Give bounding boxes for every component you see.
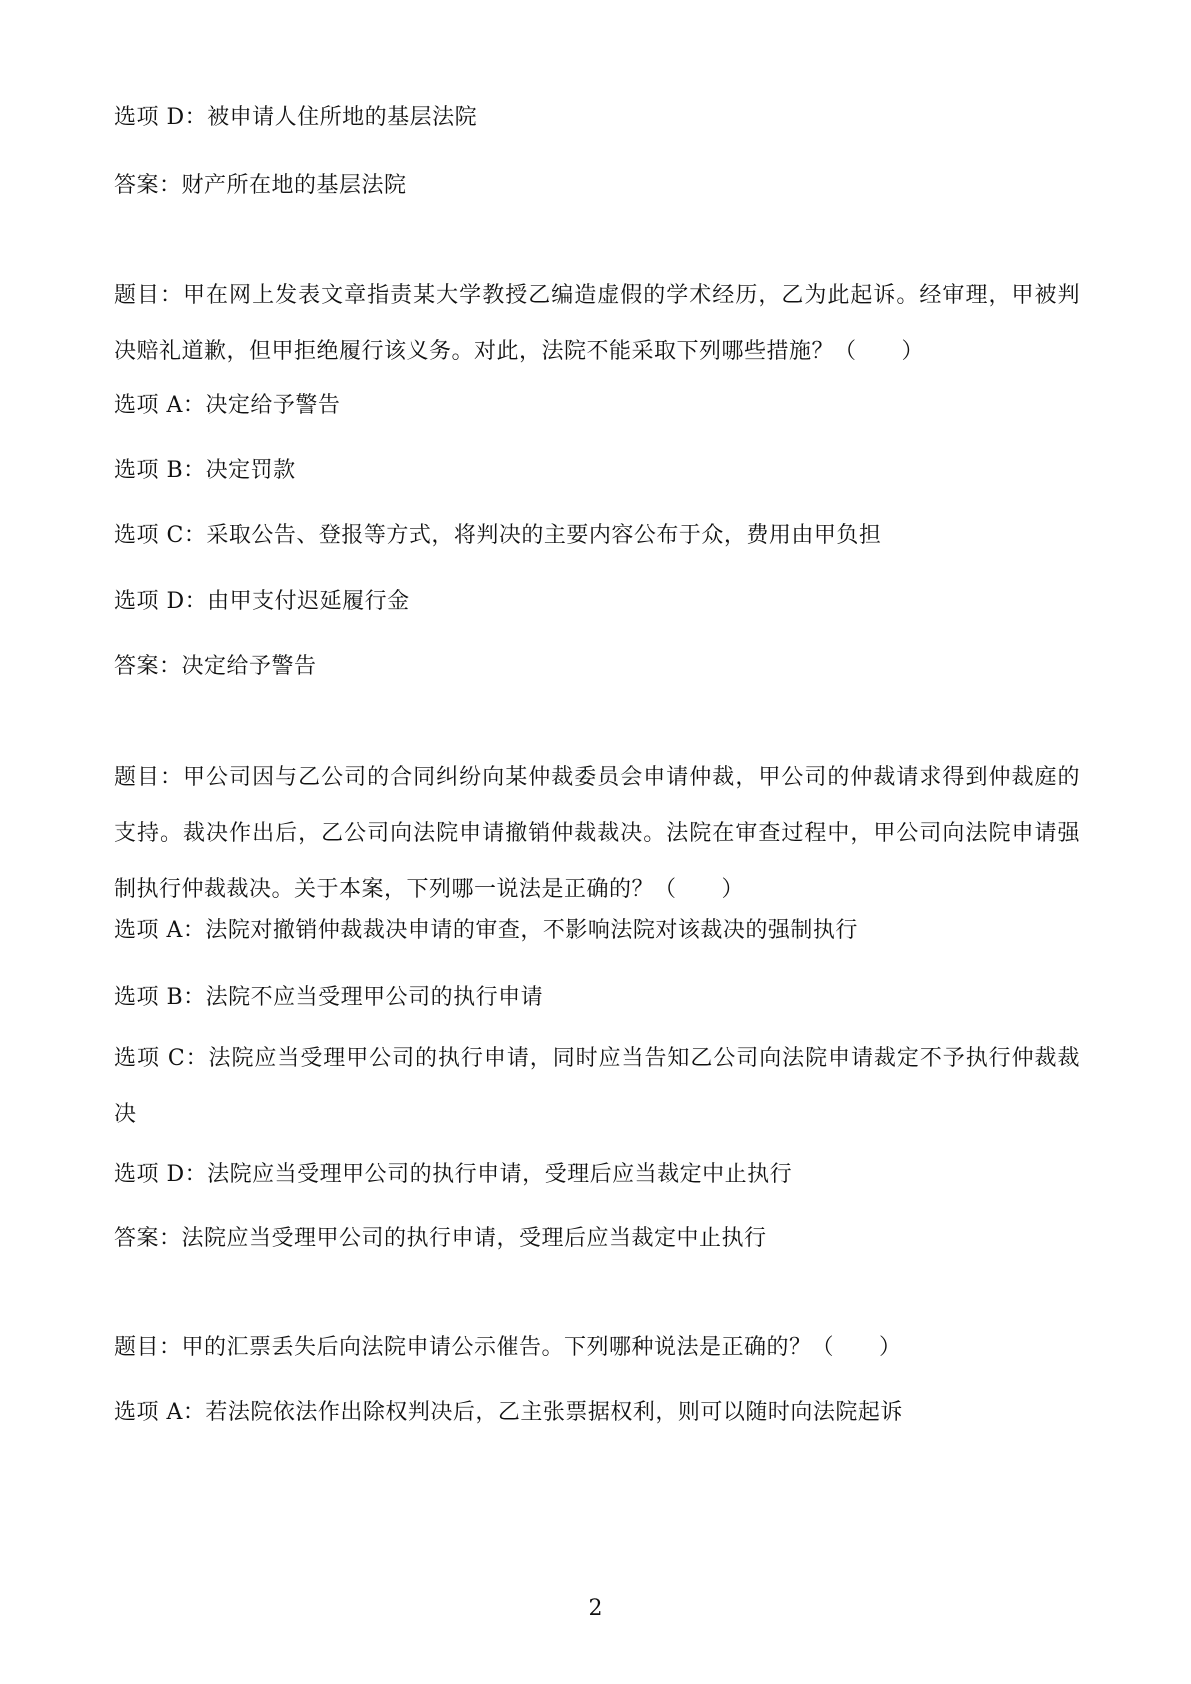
question-stem: 题目：甲在网上发表文章指责某大学教授乙编造虚假的学术经历，乙为此起诉。经审理，甲被判决赔礼道歉，但甲拒绝履行该义务。对此，法院不能采取下列哪些措施？（ ） — [114, 283, 1080, 364]
option-d-text: 选项 D：法院应当受理甲公司的执行申请，受理后应当裁定中止执行 — [114, 1162, 793, 1187]
option-c-text: 选项 C：法院应当受理甲公司的执行申请，同时应当告知乙公司向法院申请裁定不予执行仲裁裁决 — [114, 1046, 1080, 1127]
answer-text: 答案：财产所在地的基层法院 — [114, 173, 407, 198]
option-a-text: 选项 A：若法院依法作出除权判决后，乙主张票据权利，则可以随时向法院起诉 — [114, 1400, 903, 1425]
option-b-text: 选项 B：法院不应当受理甲公司的执行申请 — [114, 985, 544, 1010]
option-a-text: 选项 A：法院对撤销仲裁裁决申请的审查，不影响法院对该裁决的强制执行 — [114, 918, 858, 943]
answer-text: 答案：决定给予警告 — [114, 654, 317, 679]
question-stem: 题目：甲的汇票丢失后向法院申请公示催告。下列哪种说法是正确的？（ ） — [114, 1335, 902, 1360]
question-stem: 题目：甲公司因与乙公司的合同纠纷向某仲裁委员会申请仲裁，甲公司的仲裁请求得到仲裁庭的支持。裁决作出后，乙公司向法院申请撤销仲裁裁决。法院在审查过程中，甲公司向法院申请强制执行仲裁裁决。关于本案，下列哪一说法是正确的？（ ） — [114, 765, 1080, 902]
option-d-text: 选项 D：被申请人住所地的基层法院 — [114, 105, 478, 130]
option-a-text: 选项 A：决定给予警告 — [114, 393, 341, 418]
option-d-text: 选项 D：由甲支付迟延履行金 — [114, 589, 410, 614]
option-b-text: 选项 B：决定罚款 — [114, 458, 296, 483]
page-number: 2 — [588, 1596, 603, 1621]
option-c-text: 选项 C：采取公告、登报等方式，将判决的主要内容公布于众，费用由甲负担 — [114, 523, 882, 548]
answer-text: 答案：法院应当受理甲公司的执行申请，受理后应当裁定中止执行 — [114, 1226, 767, 1251]
